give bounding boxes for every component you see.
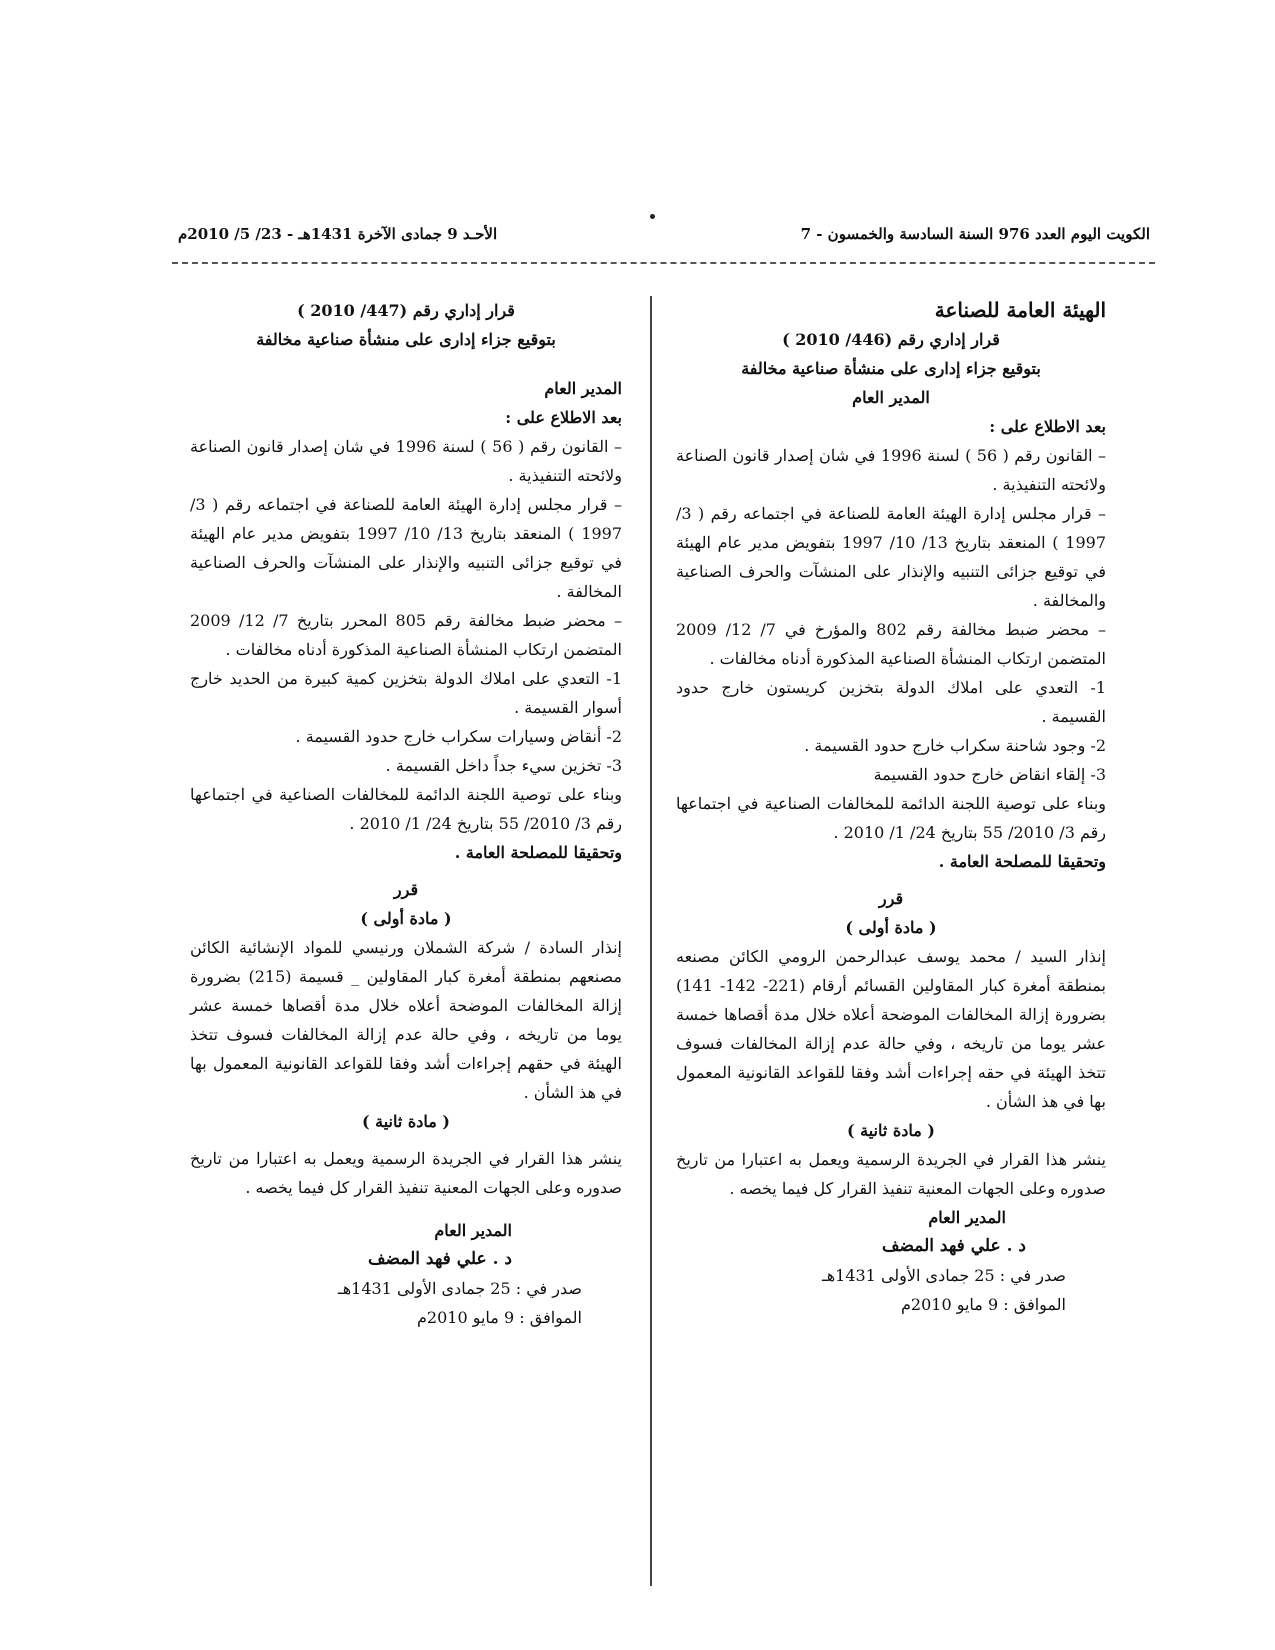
article-1-title: ( مادة أولى ) xyxy=(360,909,452,928)
reference-item: – القانون رقم ( 56 ) لسنة 1996 في شان إصدار قانون الصناعة ولائحته التنفيذية . xyxy=(676,446,1106,494)
decision-446-column xyxy=(676,296,1106,1319)
violation-item: 3- إلقاء انقاض خارج حدود القسيمة xyxy=(873,765,1106,784)
reference-item: – القانون رقم ( 56 ) لسنة 1996 في شان إصدار قانون الصناعة ولائحته التنفيذية . xyxy=(190,437,623,485)
preamble: بعد الاطلاع على : xyxy=(989,417,1106,436)
signer-name: د . علي فهد المضف xyxy=(367,1249,512,1269)
header-divider xyxy=(172,262,1155,264)
issue-header: الكويت اليوم العدد 976 السنة السادسة والخمسون - 7 xyxy=(800,225,1150,243)
violation-item: 3- تخزين سيء جداً داخل القسيمة . xyxy=(385,756,622,775)
reference-item: – محضر ضبط مخالفة رقم 805 المحرر بتاريخ 7/ 12/ 2009 المتضمن ارتكاب المنشأة الصناعية المذكورة أدناه مخالفات . xyxy=(190,611,622,659)
article-2-text: ينشر هذا القرار في الجريدة الرسمية ويعمل به اعتبارا من تاريخ صدوره وعلى الجهات المعنية تنفيذ القرار كل فيما يخصه . xyxy=(676,1150,1106,1198)
decision-subject: بتوقيع جزاء إدارى على منشأة صناعية مخالفة xyxy=(256,330,556,349)
decision-subject: بتوقيع جزاء إدارى على منشأة صناعية مخالفة xyxy=(741,359,1041,378)
issued-date: صدر في : 25 جمادى الأولى 1431هـ xyxy=(338,1279,582,1298)
violation-item: 1- التعدي على املاك الدولة بتخزين كمية كبيرة من الحديد خارج أسوار القسيمة . xyxy=(190,669,622,717)
decision-number: قرار إداري رقم (447/ 2010 ) xyxy=(297,301,515,320)
column-divider xyxy=(650,296,652,1586)
public-interest: وتحقيقا للمصلحة العامة . xyxy=(938,852,1106,871)
article-1-text: إنذار السادة / شركة الشملان ورنيسي للمواد الإنشائية الكائن مصنعهم بمنطقة أمغرة كبار المقاولين _ قسيمة (215) بضرورة إزالة المخالفات الموضحة أعلاه خلال مدة أقصاها خمسة عشر يوما من تاريخه ، وفي حالة عدم إزالة المخالفات فسوف تتخذ الهيئة في حقهم إجراءات أشد وفقا للقواعد القانونية المعمول بها في هذ الشأن . xyxy=(190,938,623,1102)
decision-number: قرار إداري رقم (446/ 2010 ) xyxy=(782,330,1000,349)
corresponding-date: الموافق : 9 مايو 2010م xyxy=(901,1295,1066,1314)
corresponding-date: الموافق : 9 مايو 2010م xyxy=(417,1308,582,1327)
article-2-title: ( مادة ثانية ) xyxy=(847,1121,935,1140)
issued-date: صدر في : 25 جمادى الأولى 1431هـ xyxy=(822,1266,1066,1285)
reference-item: – قرار مجلس إدارة الهيئة العامة للصناعة في اجتماعه رقم ( 3/ 1997 ) المنعقد بتاريخ 13/ 10/ 1997 بتفويض مدير عام الهيئة في توقيع جزائى التنبيه والإنذار على المنشآت والحرف الصناعية والمخالفة . xyxy=(676,504,1106,610)
signer-title: المدير العام xyxy=(434,1221,512,1240)
violation-item: 2- أنقاض وسيارات سكراب خارج حدود القسيمة . xyxy=(295,727,622,746)
violation-item: 2- وجود شاحنة سكراب خارج حدود القسيمة . xyxy=(804,736,1106,755)
recommendation: وبناء على توصية اللجنة الدائمة للمخالفات الصناعية في اجتماعها رقم 3/ 2010/ 55 بتاريخ 24/ 1/ 2010 . xyxy=(190,785,622,833)
date-header: الأحـد 9 جمادى الآخرة 1431هـ - 23/ 5/ 2010م xyxy=(178,225,498,243)
decides: قرر xyxy=(878,889,904,908)
article-2-text: ينشر هذا القرار في الجريدة الرسمية ويعمل به اعتبارا من تاريخ صدوره وعلى الجهات المعنية تنفيذ القرار كل فيما يخصه . xyxy=(190,1149,622,1197)
article-2-title: ( مادة ثانية ) xyxy=(362,1112,450,1131)
decision-issuer: المدير العام xyxy=(544,379,622,398)
decision-issuer: المدير العام xyxy=(852,388,930,407)
decision-447-column xyxy=(190,296,622,1332)
decides: قرر xyxy=(393,880,419,899)
header-dot xyxy=(650,214,655,219)
preamble: بعد الاطلاع على : xyxy=(505,408,622,427)
signer-title: المدير العام xyxy=(928,1208,1006,1227)
authority-title: الهيئة العامة للصناعة xyxy=(934,298,1106,322)
article-1-title: ( مادة أولى ) xyxy=(845,918,937,937)
article-1-text: إنذار السيد / محمد يوسف عبدالرحمن الرومي الكائن مصنعه بمنطقة أمغرة كبار المقاولين القسائم أرقام (221- 142- 141) بضرورة إزالة المخالفات الموضحة أعلاه خلال مدة أقصاها خمسة عشر يوما من تاريخه ، وفي حالة عدم إزالة المخالفات فسوف تتخذ الهيئة في حقه إجراءات أشد وفقا للقواعد القانونية المعمول بها في هذ الشأن . xyxy=(676,947,1106,1111)
reference-item: – قرار مجلس إدارة الهيئة العامة للصناعة في اجتماعه رقم ( 3/ 1997 ) المنعقد بتاريخ 13/ 10/ 1997 بتفويض مدير عام الهيئة في توقيع جزائى التنبيه والإنذار على المنشآت والحرف الصناعية المخالفة . xyxy=(190,495,622,601)
reference-item: – محضر ضبط مخالفة رقم 802 والمؤرخ في 7/ 12/ 2009 المتضمن ارتكاب المنشأة الصناعية المذكورة أدناه مخالفات . xyxy=(676,620,1107,668)
recommendation: وبناء على توصية اللجنة الدائمة للمخالفات الصناعية في اجتماعها رقم 3/ 2010/ 55 بتاريخ 24/ 1/ 2010 . xyxy=(676,794,1106,842)
signer-name: د . علي فهد المضف xyxy=(881,1236,1026,1256)
public-interest: وتحقيقا للمصلحة العامة . xyxy=(454,843,622,862)
violation-item: 1- التعدي على املاك الدولة بتخزين كريستون خارج حدود القسيمة . xyxy=(676,678,1106,726)
